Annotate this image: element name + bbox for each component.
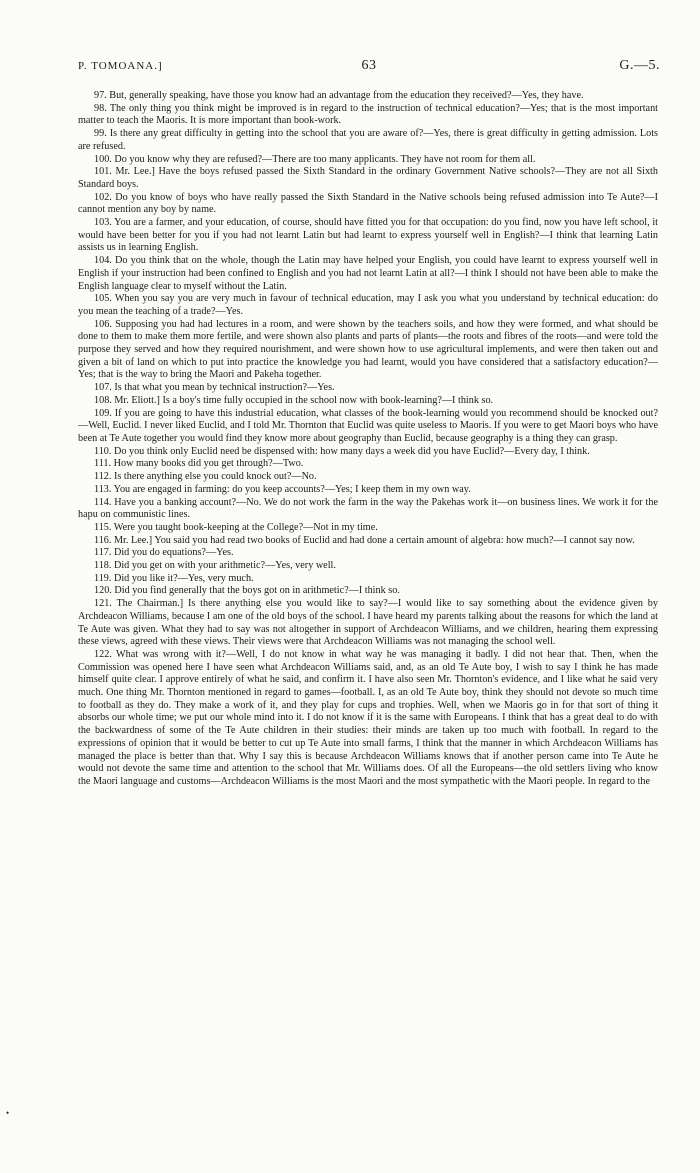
paragraph: 104. Do you think that on the whole, though the Latin may have helped your English, you could have learnt to express yourself well in English if your instruction had been confined to English and you had not learnt Latin at all?—I think I should not have been able to make the English language clear to myself without the Latin. (78, 255, 658, 292)
paragraph: 112. Is there anything else you could knock out?—No. (94, 471, 317, 483)
paragraph: 100. Do you know why they are refused?—There are too many applicants. They have not room for them all. (94, 153, 536, 165)
paragraph: 118. Did you get on with your arithmetic?—Yes, very well. (94, 560, 336, 572)
evidence-body (78, 90, 658, 789)
paragraph: 111. How many books did you get through?—Two. (94, 458, 304, 470)
page-number: 63 (361, 58, 377, 73)
paragraph: 103. You are a farmer, and your education, of course, should have fitted you for that occupation: do you find, now you have left school, it would have been better for you if you had not learnt Latin but had learnt to express yourself well in English?—I think that learning Latin assists us in learning English. (78, 217, 658, 254)
paragraph: 113. You are engaged in farming: do you keep accounts?—Yes; I keep them in my own way. (94, 483, 471, 495)
paragraph: 102. Do you know of boys who have really passed the Sixth Standard in the Native schools being refused admission into Te Aute?—I cannot mention any boy by name. (78, 191, 658, 216)
page-header (78, 58, 660, 78)
paragraph: 108. Mr. Eliott.] Is a boy's time fully occupied in the school now with book-learning?—I think so. (94, 394, 494, 406)
paragraph: 116. Mr. Lee.] You said you had read two books of Euclid and had done a certain amount of algebra: how much?—I cannot say now. (94, 534, 635, 546)
paragraph: 115. Were you taught book-keeping at the College?—Not in my time. (94, 521, 378, 533)
paragraph: 105. When you say you are very much in favour of technical education, may I ask you what you understand by technical education: do you mean the teaching of a trade?—Yes. (78, 293, 658, 317)
paragraph: 107. Is that what you mean by technical instruction?—Yes. (94, 382, 335, 394)
paragraph: 101. Mr. Lee.] Have the boys refused passed the Sixth Standard in the ordinary Government Native schools?—They are not all Sixth Standard boys. (78, 166, 658, 190)
paragraph: 109. If you are going to have this industrial education, what classes of the book-learning would you recommend should be knocked out?—Well, Euclid. I never liked Euclid, and I told Mr. Thornton that Euclid was quite useless to Maoris. If you were to get Maori boys who have been at Te Aute together you would find they know more about geography than Euclid, because geography is a thing they can grasp. (78, 407, 658, 444)
paragraph: 97. But, generally speaking, have those you know had an advantage from the education they received?—Yes, they have. (94, 90, 584, 101)
paragraph: 114. Have you a banking account?—No. We do not work the farm in the way the Pakehas work it—on business lines. We work it for the hapu on communistic lines. (78, 496, 658, 521)
paragraph: 120. Did you find generally that the boys got on in arithmetic?—I think so. (94, 585, 400, 597)
paragraph: 121. The Chairman.] Is there anything else you would like to say?—I would like to say something about the evidence given by Archdeacon Williams, because I am one of the old boys of the school. I have heard my parents talking about the reasons for which the land at Te Aute was given. What they had to say was not altogether in support of Archdeacon Williams, and we children, hearing them expressing these views, agreed with these views. Their views were that Archdeacon Williams was not managing the school well. (78, 598, 658, 648)
paragraph: 106. Supposing you had had lectures in a room, and were shown by the teachers soils, and how they were formed, and what should be done to them to make them more fertile, and were shown also plants and parts of plants—the roots and fibres of the roots—and were told the purpose they served and how they required nourishment, and were shown how to use agricultural implements, and were then taken out and given a bit of land on which to put into practice the knowledge you had learnt, would you have considered that a satisfactory education?—Yes; that is the way to bring the Maori and Pakeha together. (78, 318, 658, 381)
header-reference: G.—5. (619, 58, 660, 73)
header-witness-name: P. TOMOANA.] (78, 60, 163, 72)
paragraph: 119. Did you like it?—Yes, very much. (94, 572, 254, 584)
paragraph: 122. What was wrong with it?—Well, I do not know in what way he was managing it badly. I did not hear that. Then, when the Commission was opened here I have seen what Archdeacon Williams said, and, as an old Te Aute boy, I wish to say I think he has made himself quite clear. I approve entirely of what he said, and confirm it. I have also seen Mr. Thornton's evidence, and I like what he said very much. One thing Mr. Thornton mentioned in regard to games—football. I, as an old Te Aute boy, think they should not devote so much time to football as they do. They make a work of it, and they play for cups and trophies. Well, when we Maoris go in for that sort of thing it absorbs our whole time; we put our whole mind into it. I do not know if it is the same with Europeans. I think that has a great deal to do with the backwardness of some of the Te Aute children in their studies: their minds are taken up too much with football. In regard to the expressions of opinion that it would be better to cut up Te Aute into small farms, I think that the manner in which Archdeacon Williams has managed the place is better than that. Why I say this is because Archdeacon Williams knows that if another person came into Te Aute he would not devote the same time and attention to the school that Mr. Williams does. Of all the Europeans—the old settlers living who know the Maori language and customs—Archdeacon Williams is the most Maori and the most sympathetic with the Maori people. In regard to the (78, 648, 658, 787)
paragraph: 99. Is there any great difficulty in getting into the school that you are aware of?—Yes, there is great difficulty in getting admission. Lots are refused. (78, 128, 658, 152)
paragraph: 98. The only thing you think might be improved is in regard to the instruction of technical education?—Yes; that is the most important matter to teach the Maoris. It is more important than book-work. (78, 102, 658, 127)
paragraph: 117. Did you do equations?—Yes. (94, 547, 234, 559)
margin-mark: • (6, 1108, 10, 1118)
paragraph: 110. Do you think only Euclid need be dispensed with: how many days a week did you have Euclid?—Every day, I think. (94, 445, 590, 457)
